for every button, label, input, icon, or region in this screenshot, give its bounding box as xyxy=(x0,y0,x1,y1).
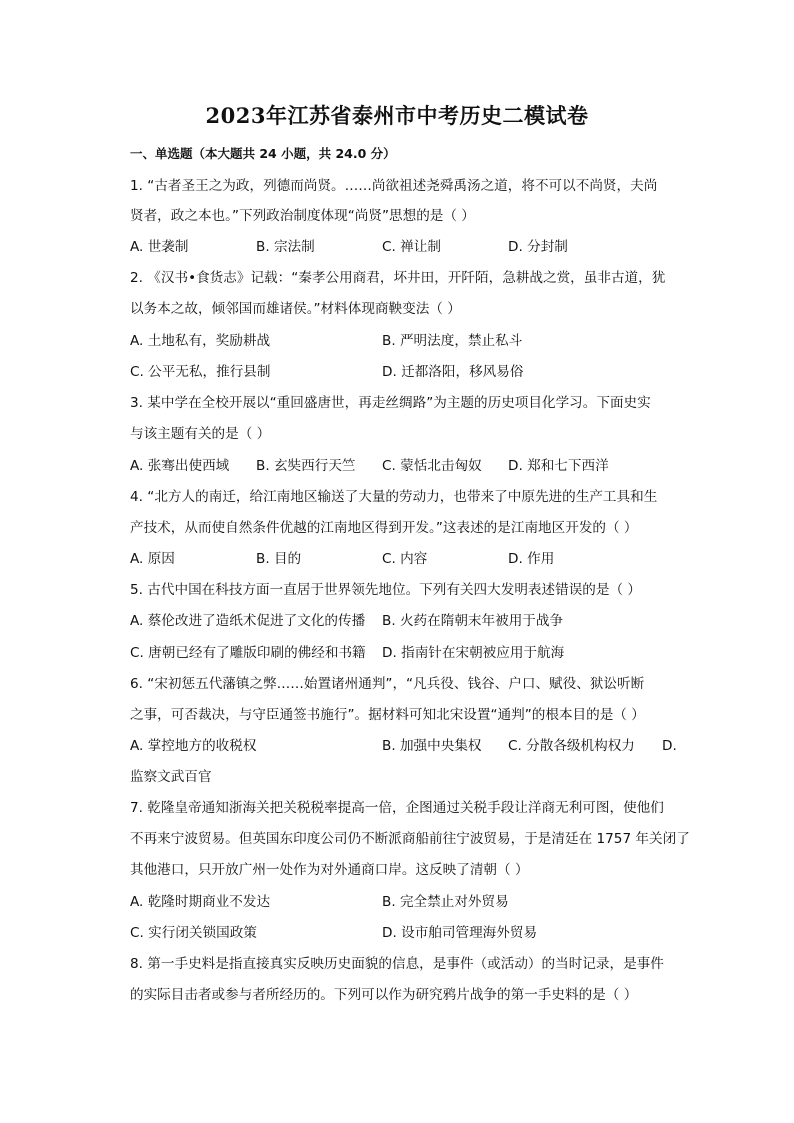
question-5-option-d: D. 指南针在宋朝被应用于航海 xyxy=(382,645,565,661)
question-4-line-1: 4. “北方人的南迁，给江南地区输送了大量的劳动力，也带来了中原先进的生产工具和生 xyxy=(130,489,658,505)
question-7-line-1: 7. 乾隆皇帝通知浙海关把关税税率提高一倍，企图通过关税手段让洋商无利可图，使他们 xyxy=(130,800,664,816)
question-2-option-b: B. 严明法度，禁止私斗 xyxy=(382,333,523,349)
question-3-option-d: D. 郑和七下西洋 xyxy=(508,458,609,474)
question-4-line-2: 产技术，从而使自然条件优越的江南地区得到开发。”这表述的是江南地区开发的（ ） xyxy=(130,520,638,536)
question-1-line-2: 贤者，政之本也。”下列政治制度体现“尚贤”思想的是（ ） xyxy=(130,208,475,224)
question-2-option-a: A. 土地私有，奖励耕战 xyxy=(130,333,271,349)
question-4-option-b: B. 目的 xyxy=(256,551,302,567)
page-title: 2023年江苏省泰州市中考历史二模试卷 xyxy=(205,103,589,128)
question-2-line-1: 2. 《汉书•食货志》记载：“秦孝公用商君，坏井田，开阡陌，急耕战之赏，虽非古道，犹 xyxy=(130,270,666,286)
question-2-option-c: C. 公平无私，推行县制 xyxy=(130,364,271,380)
question-6-option-a: A. 掌控地方的收税权 xyxy=(130,738,257,754)
question-1-option-c: C. 禅让制 xyxy=(382,239,441,255)
question-3-line-2: 与该主题有关的是（ ） xyxy=(130,426,271,442)
question-7-option-a: A. 乾隆时期商业不发达 xyxy=(130,894,271,910)
question-7-option-d: D. 设市舶司管理海外贸易 xyxy=(382,925,538,941)
question-5-line-1: 5. 古代中国在科技方面一直居于世界领先地位。下列有关四大发明表述错误的是（ ） xyxy=(130,582,641,598)
question-6-option-b: B. 加强中央集权 xyxy=(382,738,482,754)
question-4-option-c: C. 内容 xyxy=(382,551,428,567)
question-4-option-d: D. 作用 xyxy=(508,551,555,567)
question-3-line-1: 3. 某中学在全校开展以“重回盛唐世，再走丝绸路”为主题的历史项目化学习。下面史实 xyxy=(130,395,651,411)
question-1-option-a: A. 世袭制 xyxy=(130,239,189,255)
question-6-line-1: 6. “宋初惩五代藩镇之弊……始置诸州通判”，“凡兵役、钱谷、户口、赋役、狱讼听断 xyxy=(130,676,645,692)
section-heading: 一、单选题（本大题共 24 小题，共 24.0 分） xyxy=(130,146,396,161)
question-3-option-c: C. 蒙恬北击匈奴 xyxy=(382,458,482,474)
question-8-line-1: 8. 第一手史料是指直接真实反映历史面貌的信息，是事件（或活动）的当时记录，是事件 xyxy=(130,956,664,972)
question-6-option-d-text: 监察文武百官 xyxy=(130,769,212,785)
question-6-option-c: C. 分散各级机构权力 xyxy=(508,738,635,754)
question-1-option-b: B. 宗法制 xyxy=(256,239,315,255)
question-8-line-2: 的实际目击者或参与者所经历的。下列可以作为研究鸦片战争的第一手史料的是（ ） xyxy=(130,987,638,1003)
question-5-option-c: C. 唐朝已经有了雕版印刷的佛经和书籍 xyxy=(130,645,366,661)
question-3-option-b: B. 玄奘西行天竺 xyxy=(256,458,356,474)
question-2-line-2: 以务本之故，倾邻国而雄诸侯。”材料体现商鞅变法（ ） xyxy=(130,301,461,317)
question-2-option-d: D. 迁都洛阳，移风易俗 xyxy=(382,364,524,380)
question-7-line-3: 其他港口，只开放广州一处作为对外通商口岸。这反映了清朝（ ） xyxy=(130,862,529,878)
question-7-option-c: C. 实行闭关锁国政策 xyxy=(130,925,257,941)
question-3-option-a: A. 张骞出使西域 xyxy=(130,458,230,474)
question-1-option-d: D. 分封制 xyxy=(508,239,568,255)
question-6-line-2: 之事，可否裁决，与守臣通签书施行”。据材料可知北宋设置“通判”的根本目的是（ ） xyxy=(130,707,645,723)
question-5-option-b: B. 火药在隋朝末年被用于战争 xyxy=(382,613,564,629)
question-1-line-1: 1. “古者圣王之为政，列德而尚贤。……尚欲祖述尧舜禹汤之道，将不可以不尚贤，夫尚 xyxy=(130,178,658,194)
question-5-option-a: A. 蔡伦改进了造纸术促进了文化的传播 xyxy=(130,613,366,629)
question-7-option-b: B. 完全禁止对外贸易 xyxy=(382,894,509,910)
question-6-option-d-label: D. xyxy=(662,738,677,754)
question-7-line-2: 不再来宁波贸易。但英国东印度公司仍不断派商船前往宁波贸易，于是清廷在 1757 年关闭了 xyxy=(130,831,690,847)
question-4-option-a: A. 原因 xyxy=(130,551,175,567)
